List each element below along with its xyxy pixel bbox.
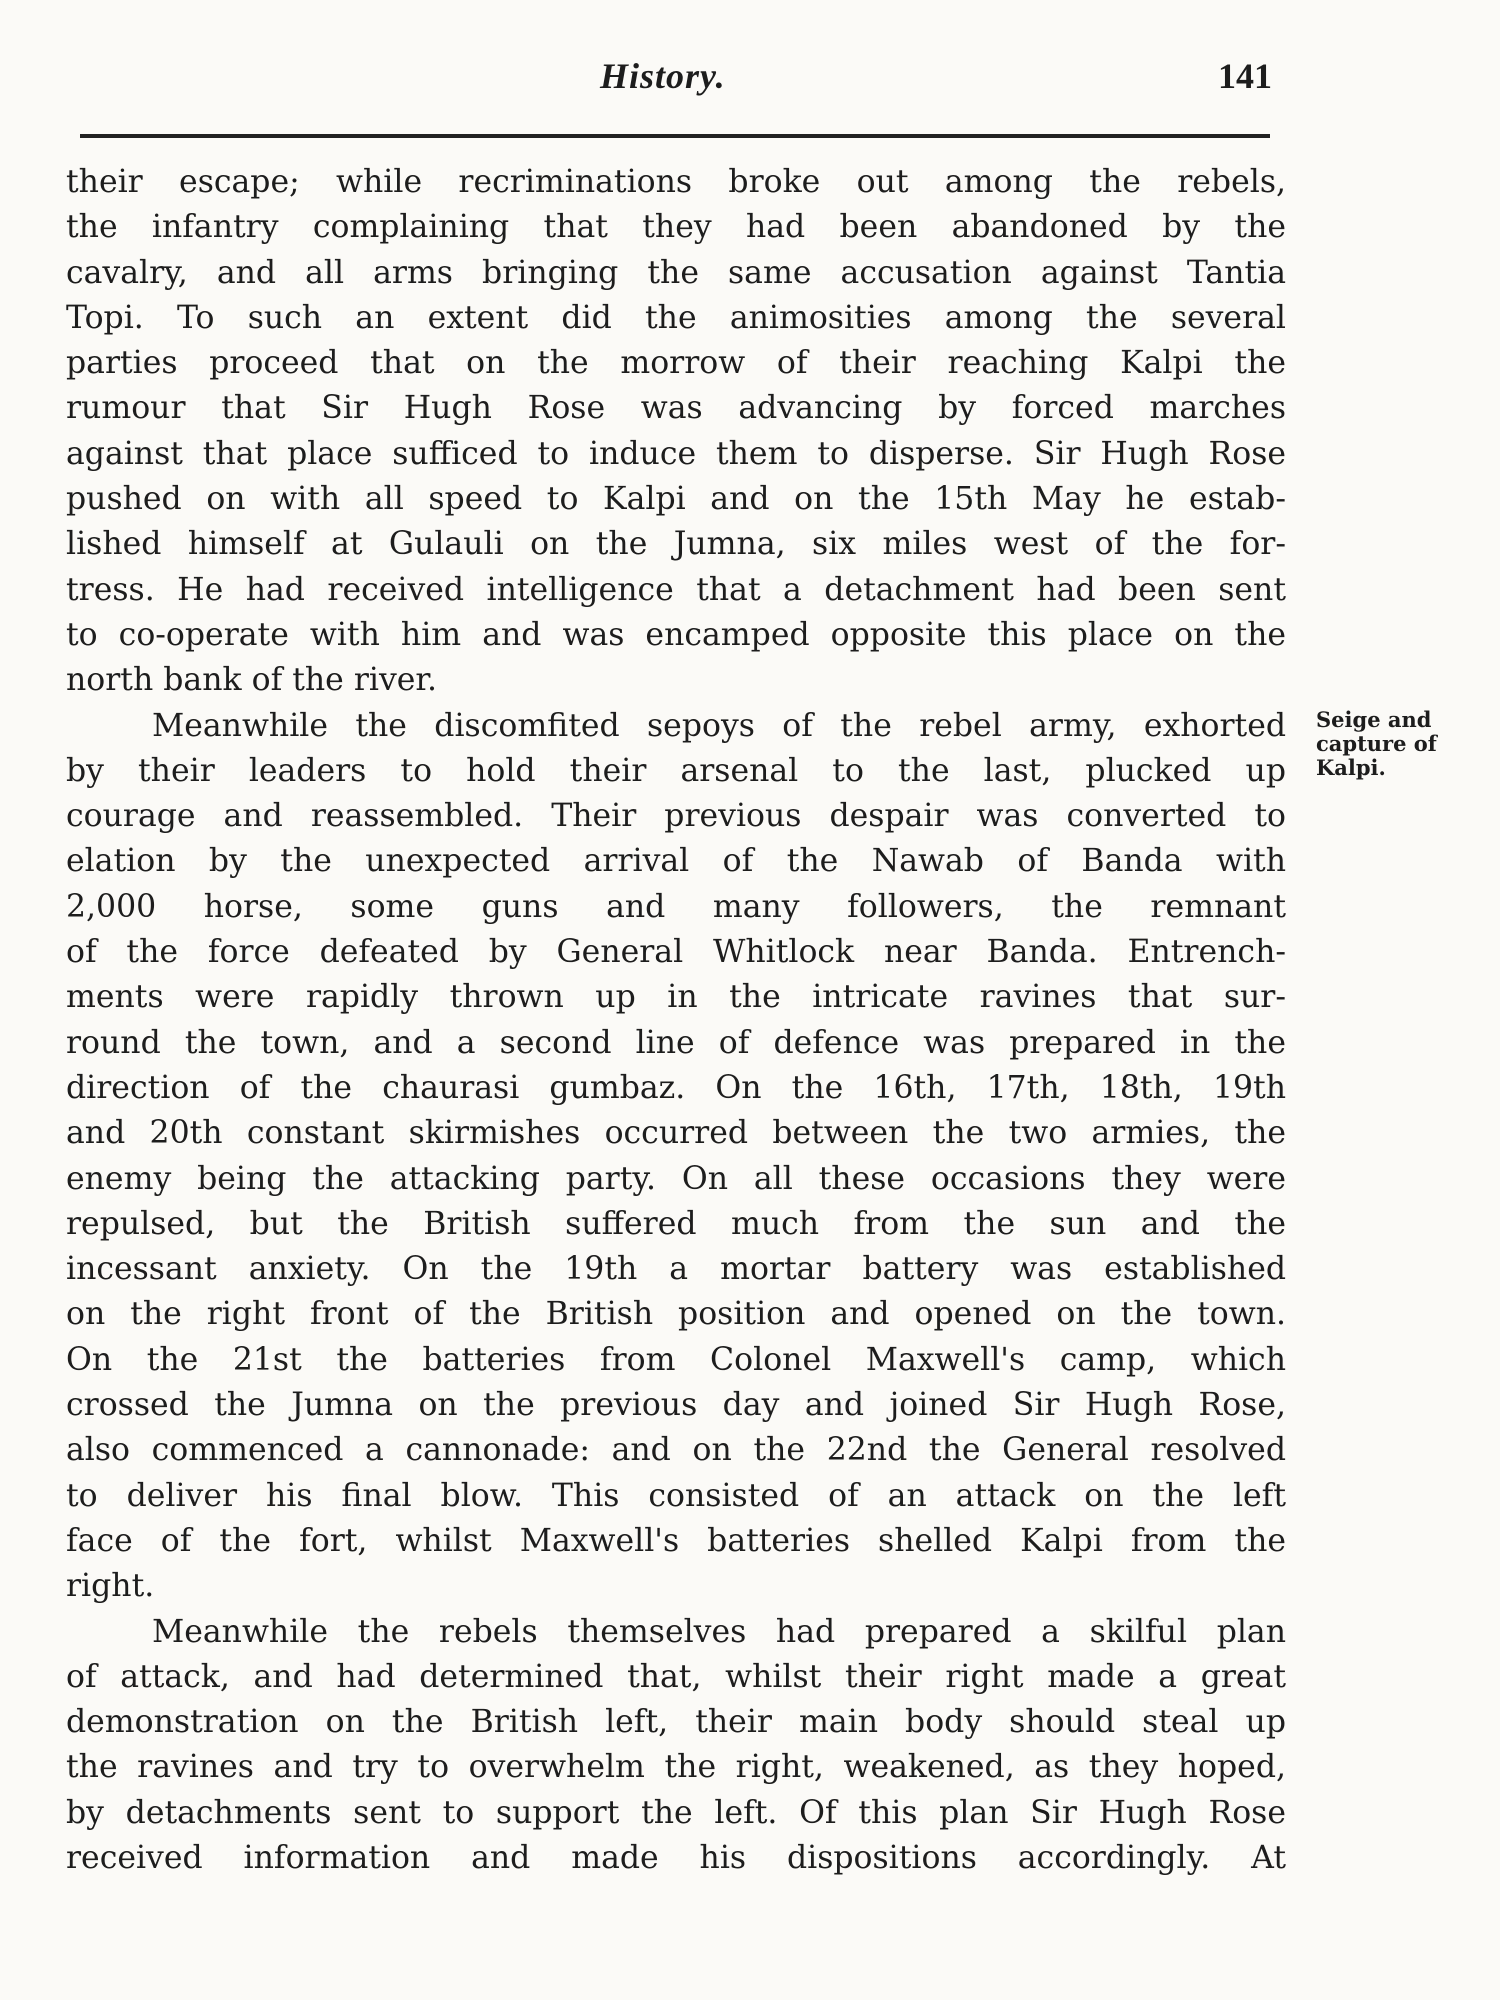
text-line: lished himself at Gulauli on the Jumna, six miles west of the for- xyxy=(66,526,1286,563)
text-line: Topi. To such an extent did the animosities among the several xyxy=(66,299,1286,336)
text-line: by their leaders to hold their arsenal to the last, plucked up xyxy=(66,752,1286,789)
text-line: the ravines and try to overwhelm the right, weakened, as they hoped, xyxy=(66,1749,1286,1786)
text-line: round the town, and a second line of defence was prepared in the xyxy=(66,1024,1286,1061)
body-text xyxy=(66,160,1286,1881)
margin-note-line: capture of xyxy=(1316,731,1437,756)
text-line: On the 21st the batteries from Colonel Maxwell's camp, which xyxy=(66,1341,1286,1378)
text-line: cavalry, and all arms bringing the same accusation against Tantia xyxy=(66,254,1286,291)
text-line: crossed the Jumna on the previous day and joined Sir Hugh Rose, xyxy=(66,1387,1286,1424)
text-line: elation by the unexpected arrival of the Nawab of Banda with xyxy=(66,843,1286,880)
text-line: demonstration on the British left, their main body should steal up xyxy=(66,1704,1286,1741)
text-line: face of the fort, whilst Maxwell's batteries shelled Kalpi from the xyxy=(66,1522,1286,1559)
margin-note xyxy=(1316,708,1486,780)
margin-note-line: Kalpi. xyxy=(1316,755,1386,780)
text-line: incessant anxiety. On the 19th a mortar battery was established xyxy=(66,1251,1286,1288)
text-line: of the force defeated by General Whitlock near Banda. Entrench- xyxy=(66,934,1286,971)
text-line: parties proceed that on the morrow of their reaching Kalpi the xyxy=(66,345,1286,382)
text-line: 2,000 horse, some guns and many followers, the remnant xyxy=(66,888,1286,925)
text-line: against that place sufficed to induce them to disperse. Sir Hugh Rose xyxy=(66,435,1286,472)
text-line: repulsed, but the British suffered much from the sun and the xyxy=(66,1205,1286,1242)
text-line: direction of the chaurasi gumbaz. On the 16th, 17th, 18th, 19th xyxy=(66,1069,1286,1106)
text-line: and 20th constant skirmishes occurred between the two armies, the xyxy=(66,1115,1286,1152)
text-line: received information and made his dispositions accordingly. At xyxy=(66,1839,1286,1876)
text-line: by detachments sent to support the left. Of this plan Sir Hugh Rose xyxy=(66,1794,1286,1831)
running-title: History. xyxy=(600,56,726,96)
text-line: of attack, and had determined that, whilst their right made a great xyxy=(66,1658,1286,1695)
paragraph-end-line: north bank of the river. xyxy=(66,662,438,699)
text-line: to co-operate with him and was encamped opposite this place on the xyxy=(66,616,1286,653)
text-line: on the right front of the British position and opened on the town. xyxy=(66,1296,1286,1333)
text-line: tress. He had received intelligence that a detachment had been sent xyxy=(66,571,1286,608)
paragraph-start-line: Meanwhile the discomfited sepoys of the rebel army, exhorted xyxy=(152,707,1286,744)
page-number: 141 xyxy=(1218,56,1272,96)
paragraph-start-line: Meanwhile the rebels themselves had prepared a skilful plan xyxy=(152,1613,1286,1650)
text-line: to deliver his final blow. This consisted of an attack on the left xyxy=(66,1477,1286,1514)
text-line: ments were rapidly thrown up in the intricate ravines that sur- xyxy=(66,979,1286,1016)
text-line: also commenced a cannonade: and on the 22nd the General resolved xyxy=(66,1432,1286,1469)
text-line: rumour that Sir Hugh Rose was advancing by forced marches xyxy=(66,390,1286,427)
text-line: enemy being the attacking party. On all these occasions they were xyxy=(66,1160,1286,1197)
margin-note-line: Seige and xyxy=(1316,707,1432,732)
header-rule xyxy=(80,134,1270,138)
text-line: their escape; while recriminations broke out among the rebels, xyxy=(66,164,1286,200)
running-head xyxy=(0,55,1500,115)
text-line: courage and reassembled. Their previous despair was converted to xyxy=(66,798,1286,835)
text-line: the infantry complaining that they had been abandoned by the xyxy=(66,209,1286,246)
paragraph-end-line: right. xyxy=(66,1568,155,1605)
text-line: pushed on with all speed to Kalpi and on the 15th May he estab- xyxy=(66,481,1286,518)
